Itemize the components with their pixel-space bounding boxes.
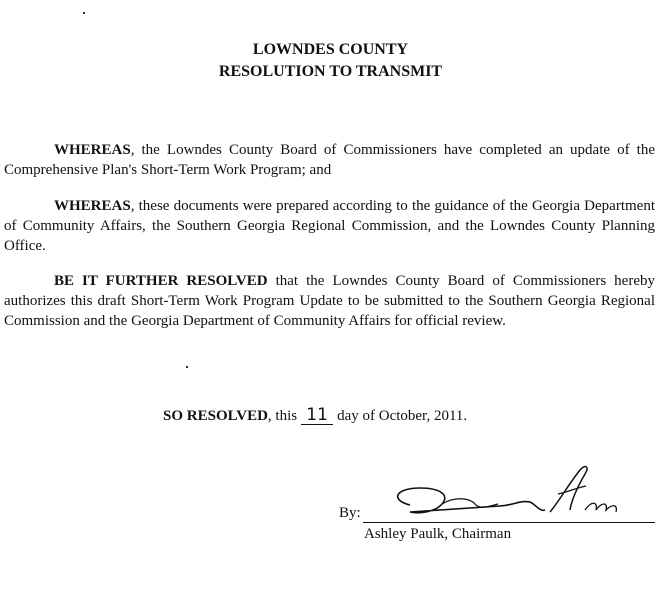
- resolution-lead: SO RESOLVED: [163, 408, 268, 424]
- paragraph-text: , the Lowndes County Board of Commissioners have completed an update of the Comprehensive Plan's Short-Term Work Program; and: [4, 142, 655, 178]
- scan-speck: [186, 366, 188, 368]
- paragraph-lead: WHEREAS: [54, 198, 131, 214]
- signer-name: Ashley Paulk, Chairman: [364, 526, 512, 542]
- document-title: LOWNDES COUNTY: [252, 41, 409, 58]
- day-blank-field: 11: [301, 406, 333, 425]
- resolution-pre: , this: [267, 408, 298, 424]
- resolution-line: [163, 405, 467, 427]
- resolution-post: day of October, 2011.: [337, 408, 468, 424]
- document-subtitle: RESOLUTION TO TRANSMIT: [218, 63, 443, 80]
- paragraph-whereas-2: [4, 196, 655, 256]
- paragraph-whereas-1: [4, 140, 655, 180]
- signature-line: [363, 522, 655, 523]
- scan-speck: [83, 12, 85, 14]
- paragraph-lead: BE IT FURTHER RESOLVED: [54, 273, 268, 289]
- paragraph-lead: WHEREAS: [54, 142, 131, 158]
- paragraph-text: , these documents were prepared according to the guidance of the Georgia Department of Community Affairs, the Southern Georgia Regional Commission, and the Lowndes County Planning Office.: [4, 198, 655, 254]
- paragraph-text: that the Lowndes County Board of Commissioners hereby authorizes this draft Short-Term Work Program Update to be submitted to the Southern Georgia Regional Commission and the Georgia Department of Community Affairs for official review.: [4, 273, 655, 329]
- by-label: By:: [339, 505, 361, 521]
- paragraph-be-it-resolved: [4, 271, 655, 331]
